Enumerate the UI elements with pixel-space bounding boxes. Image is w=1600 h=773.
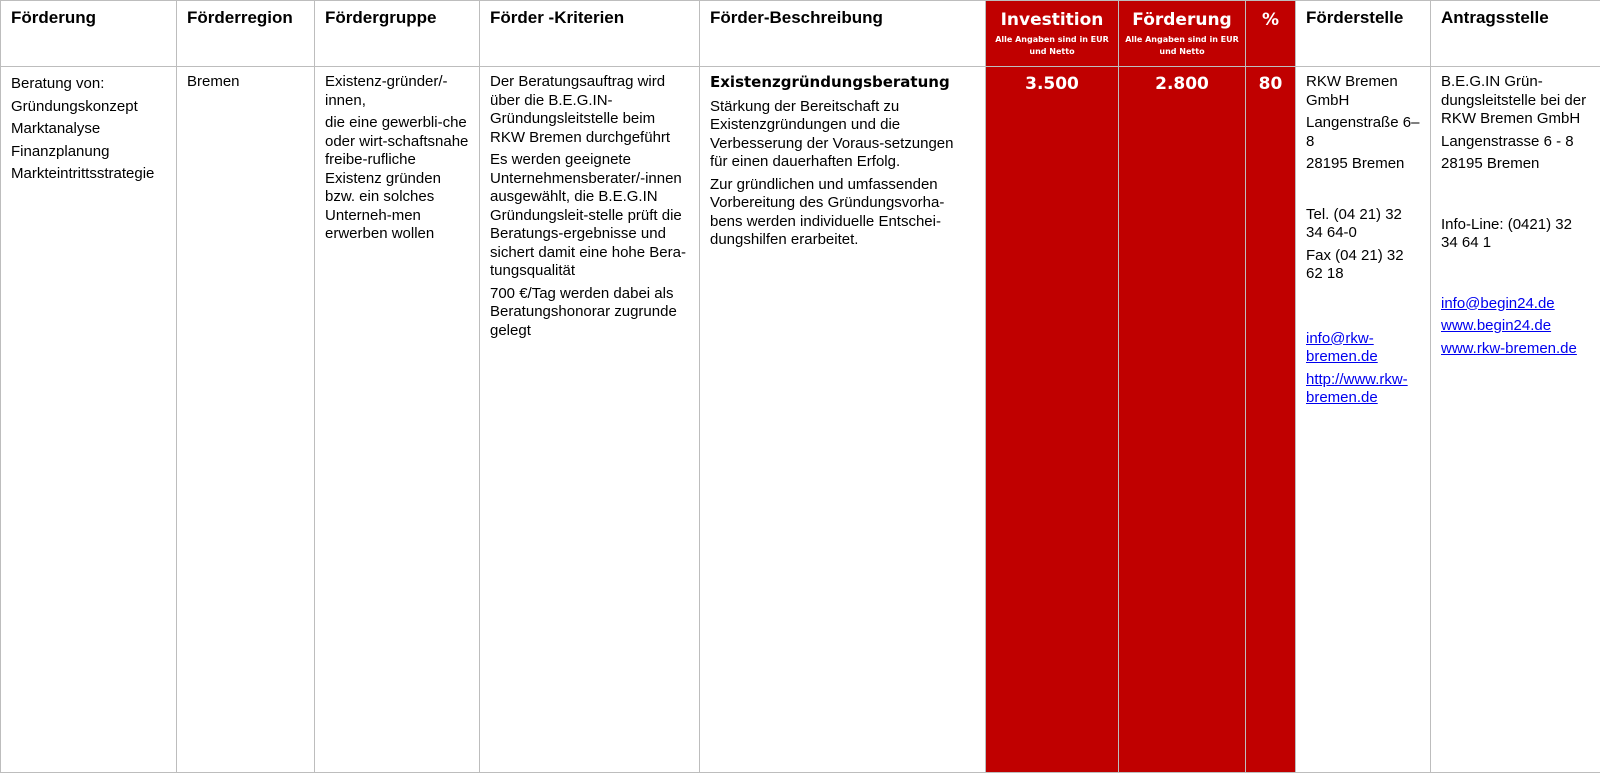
header-region: Förderregion xyxy=(177,1,315,67)
cell-foerderung-amount: 2.800 xyxy=(1119,67,1246,773)
foerderstelle-fax: Fax (04 21) 32 62 18 xyxy=(1306,247,1420,284)
foerderung-line: Marktanalyse xyxy=(11,118,166,141)
table-row xyxy=(1,67,1600,773)
header-row xyxy=(1,1,1600,67)
foerderstelle-email-link[interactable]: info@rkw-bremen.de xyxy=(1306,330,1378,366)
header-foerderung-amount-title: Förderung xyxy=(1123,10,1241,30)
header-antragsstelle: Antragsstelle xyxy=(1431,1,1600,67)
beschreibung-text-1: Stärkung der Bereitschaft zu Existenzgründungen und die Verbesserung der Voraus-setzungen für einen dauerhaften Erfolg. xyxy=(710,98,975,172)
foerderstelle-street: Langenstraße 6–8 xyxy=(1306,114,1420,151)
cell-foerderung xyxy=(1,67,177,773)
antragsstelle-web-link-1[interactable]: www.begin24.de xyxy=(1441,317,1551,334)
gruppe-text-1: Existenz-gründer/-innen, xyxy=(325,73,469,110)
kriterien-text-3: 700 €/Tag werden dabei als Beratungshonorar zugrunde gelegt xyxy=(490,285,689,341)
foerderstelle-city: 28195 Bremen xyxy=(1306,155,1420,174)
foerderstelle-tel: Tel. (04 21) 32 34 64-0 xyxy=(1306,206,1420,243)
header-gruppe: Fördergruppe xyxy=(315,1,480,67)
header-foerderung-amount-note: Alle Angaben sind in EUR und Netto xyxy=(1123,34,1241,58)
cell-antragsstelle xyxy=(1431,67,1600,773)
cell-investition: 3.500 xyxy=(986,67,1119,773)
region-text: Bremen xyxy=(187,73,240,90)
foerderung-line: Markteintrittsstrategie xyxy=(11,163,166,186)
header-beschreibung: Förder-Beschreibung xyxy=(700,1,986,67)
kriterien-text-2: Es werden geeignete Unternehmensberater/-innen ausgewählt, die B.E.G.IN Gründungsleit-stelle prüft die Beratungs-ergebnisse und sichert damit eine hohe Bera-tungsqualität xyxy=(490,151,689,281)
gruppe-text-2: die eine gewerbli-che oder wirt-schaftsnahe freibe-rufliche Existenz gründen bzw. ein solches Unterneh-men erwerben wollen xyxy=(325,114,469,244)
antragsstelle-city: 28195 Bremen xyxy=(1441,155,1590,174)
foerderstelle-web-link[interactable]: http://www.rkw-bremen.de xyxy=(1306,371,1408,407)
cell-beschreibung xyxy=(700,67,986,773)
header-foerderung: Förderung xyxy=(1,1,177,67)
antragsstelle-street: Langenstrasse 6 - 8 xyxy=(1441,133,1590,152)
antragsstelle-email-link[interactable]: info@begin24.de xyxy=(1441,295,1555,312)
header-percent xyxy=(1246,1,1296,67)
antragsstelle-web-link-2[interactable]: www.rkw-bremen.de xyxy=(1441,340,1577,357)
header-percent-title: % xyxy=(1250,10,1291,30)
kriterien-text-1: Der Beratungsauftrag wird über die B.E.G.IN-Gründungsleitstelle beim RKW Bremen durchgeführt xyxy=(490,73,689,147)
foerderstelle-name: RKW Bremen GmbH xyxy=(1306,73,1420,110)
cell-percent: 80 xyxy=(1246,67,1296,773)
header-investition-note: Alle Angaben sind in EUR und Netto xyxy=(990,34,1114,58)
cell-foerderstelle xyxy=(1296,67,1431,773)
header-foerderstelle: Förderstelle xyxy=(1296,1,1431,67)
header-investition-title: Investition xyxy=(990,10,1114,30)
beschreibung-text-2: Zur gründlichen und umfassenden Vorbereitung des Gründungsvorha-bens werden individuelle Entschei-dungshilfen erarbeitet. xyxy=(710,176,975,250)
header-foerderung-amount xyxy=(1119,1,1246,67)
header-investition xyxy=(986,1,1119,67)
header-kriterien: Förder -Kriterien xyxy=(480,1,700,67)
antragsstelle-name: B.E.G.IN Grün-dungsleitstelle bei der RKW Bremen GmbH xyxy=(1441,73,1590,129)
cell-region xyxy=(177,67,315,773)
antragsstelle-infoline: Info-Line: (0421) 32 34 64 1 xyxy=(1441,216,1590,253)
foerderung-line: Beratung von: xyxy=(11,73,166,96)
cell-gruppe xyxy=(315,67,480,773)
foerderung-line: Gründungskonzept xyxy=(11,96,166,119)
foerderung-line: Finanzplanung xyxy=(11,141,166,164)
cell-kriterien xyxy=(480,67,700,773)
beschreibung-title: Existenzgründungsberatung xyxy=(710,73,975,92)
